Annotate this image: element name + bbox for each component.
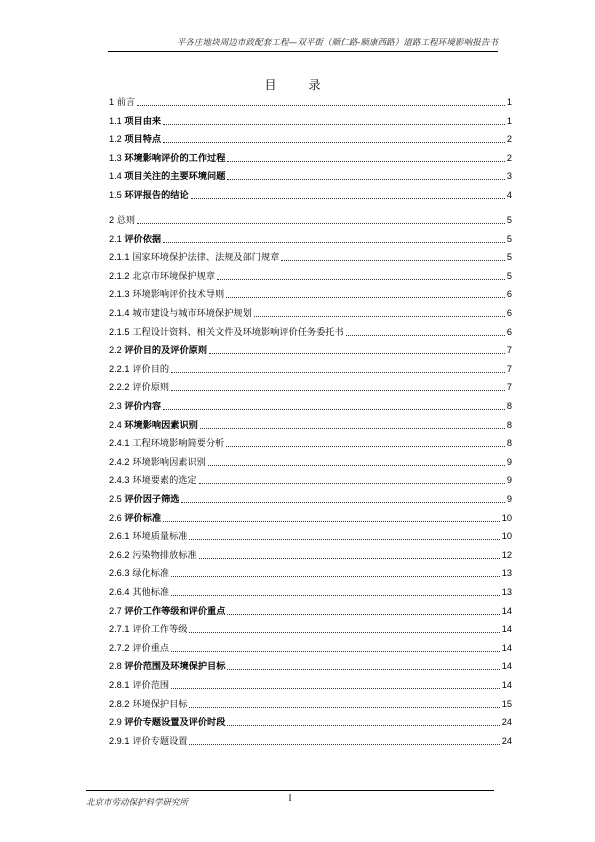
toc-entry-page: 2: [506, 134, 512, 145]
toc-entry[interactable]: [109, 474, 512, 487]
toc-entry-number: 1.3: [109, 152, 122, 163]
toc-leader-dots: [189, 706, 499, 708]
toc-entry-number: 2.8.1: [109, 680, 130, 690]
toc-entry-label: [109, 288, 224, 301]
toc-entry-text: 评价标准: [124, 512, 162, 523]
toc-entry-text: 工程设计资料、相关文件及环境影响评价任务委托书: [132, 326, 344, 338]
toc-entry-page: 10: [501, 531, 512, 542]
toc-leader-dots: [171, 389, 505, 391]
toc-entry-number: 2.1.3: [109, 289, 130, 300]
toc-entry-label: [109, 567, 169, 580]
toc-entry-number: 2.2: [109, 345, 122, 356]
toc-entry-text: 前言: [116, 97, 136, 107]
toc-entry-page: 14: [501, 680, 512, 690]
toc-entry-label: [109, 270, 215, 283]
toc-entry-page: 13: [501, 587, 512, 597]
toc-entry-page: 9: [506, 494, 512, 504]
toc-leader-dots: [346, 334, 505, 336]
toc-entry-number: 2.6: [109, 512, 122, 523]
toc-entry[interactable]: [109, 679, 512, 692]
toc-entry-number: 1.1: [109, 115, 122, 126]
toc-entry-number: 2.1.2: [109, 270, 130, 281]
toc-entry[interactable]: [109, 152, 512, 165]
toc-entry-page: 7: [506, 382, 512, 393]
toc-entry-label: [109, 437, 224, 450]
toc-entry-text: 环境影响因素识别: [132, 456, 206, 468]
toc-entry-text: 评价因子筛选: [124, 494, 180, 504]
toc-entry[interactable]: [109, 381, 512, 394]
toc-entry[interactable]: [109, 344, 512, 357]
toc-entry-page: 9: [506, 475, 512, 486]
toc-entry-label: [109, 530, 187, 543]
toc-entry-text: 环境质量标准: [132, 531, 188, 543]
toc-entry-page: 3: [506, 171, 512, 182]
toc-entry-page: 13: [501, 568, 512, 579]
toc-entry[interactable]: [109, 660, 512, 673]
toc-leader-dots: [171, 594, 500, 596]
footer-organization: 北京市劳动保护科学研究所: [86, 798, 189, 808]
toc-entry-label: [109, 363, 169, 376]
toc-entry[interactable]: [109, 642, 512, 655]
toc-entry-text: 评价目的及评价原则: [124, 345, 208, 356]
toc-entry-number: 2.6.3: [109, 568, 130, 579]
toc-leader-dots: [171, 575, 500, 577]
toc-entry[interactable]: [109, 698, 512, 711]
toc-entry[interactable]: [109, 549, 512, 562]
toc-entry[interactable]: [109, 586, 512, 599]
toc-entry-label: [109, 642, 169, 655]
toc-leader-dots: [137, 222, 505, 224]
toc-entry[interactable]: [109, 307, 512, 320]
toc-entry-page: 8: [506, 438, 512, 449]
toc-entry-label: [109, 400, 161, 413]
toc-leader-dots: [191, 197, 505, 199]
toc-entry-number: 2.1: [109, 233, 122, 244]
toc-entry-text: 评价范围: [132, 680, 170, 691]
toc-entry-label: [109, 96, 135, 109]
toc-entry-text: 其他标准: [132, 587, 170, 598]
toc-entry-number: 2.4.2: [109, 456, 130, 467]
toc-entry-page: 7: [506, 363, 512, 374]
toc-entry[interactable]: [109, 214, 512, 227]
toc-entry[interactable]: [109, 115, 512, 128]
toc-entry-label: [109, 698, 187, 711]
toc-entry-text: 评价依据: [124, 233, 162, 244]
toc-entry-label: [109, 512, 161, 525]
toc-entry-text: 评价原则: [132, 382, 170, 394]
toc-entry-text: 污染物排放标准: [132, 549, 197, 561]
toc-entry-number: 2.6.4: [109, 587, 130, 597]
toc-entry[interactable]: [109, 567, 512, 580]
toc-entry-text: 环境要素的选定: [132, 475, 197, 487]
toc-leader-dots: [189, 743, 499, 745]
toc-entry-number: 2.8: [109, 661, 122, 672]
toc-leader-dots: [189, 631, 499, 633]
toc-entry-number: 2.1.4: [109, 308, 130, 318]
toc-entry-text: 工程环境影响简要分析: [132, 438, 225, 450]
toc-entry[interactable]: [109, 716, 512, 729]
toc-entry-number: 2.9.1: [109, 735, 130, 746]
toc-entry-number: 2.4: [109, 419, 122, 430]
toc-entry-page: 24: [501, 717, 512, 728]
toc-entry-number: 1.4: [109, 171, 122, 182]
toc-entry-number: 1.5: [109, 190, 122, 200]
toc-leader-dots: [171, 650, 500, 652]
toc-entry[interactable]: [109, 270, 512, 283]
toc-entry-label: [109, 344, 207, 357]
toc-leader-dots: [226, 445, 505, 447]
toc-leader-dots: [199, 482, 505, 484]
toc-entry-page: 6: [506, 326, 512, 337]
toc-entry-text: 项目由来: [124, 115, 162, 126]
toc-entry-label: [109, 189, 189, 202]
toc-entry[interactable]: [109, 530, 512, 543]
toc-entry-page: 8: [506, 419, 512, 430]
toc-entry[interactable]: [109, 437, 512, 450]
toc-leader-dots: [226, 296, 505, 298]
toc-entry-number: 2: [109, 215, 115, 225]
toc-entry-number: 2.4.1: [109, 438, 130, 449]
toc-entry[interactable]: [109, 233, 512, 246]
toc-entry-text: 环境影响评价技术导则: [132, 289, 225, 301]
toc-entry-text: 评价范围及环境保护目标: [124, 661, 226, 672]
toc-entry-text: 环境影响因素识别: [124, 419, 198, 430]
toc-entry-page: 14: [501, 605, 512, 616]
toc-leader-dots: [189, 538, 499, 540]
toc-entry-text: 项目特点: [124, 134, 162, 145]
toc-entry[interactable]: [109, 133, 512, 146]
toc-entry-number: 2.5: [109, 494, 122, 504]
toc-entry-page: 5: [506, 215, 512, 225]
toc-entry[interactable]: [109, 735, 512, 748]
toc-entry-text: 评价目的: [132, 363, 170, 375]
toc-entry-text: 环境保护目标: [132, 698, 188, 710]
toc-entry-label: [109, 456, 206, 469]
toc-entry-number: 2.2.1: [109, 363, 130, 374]
toc-leader-dots: [254, 315, 505, 317]
toc-leader-dots: [227, 613, 499, 615]
toc-entry-page: 5: [506, 252, 512, 263]
toc-entry-page: 4: [506, 190, 512, 200]
toc-entry-label: [109, 716, 225, 729]
toc-entry-label: [109, 623, 187, 636]
toc-entry-text: 项目关注的主要环境问题: [124, 171, 226, 182]
toc-entry-label: [109, 381, 169, 394]
toc-entry-page: 7: [506, 345, 512, 356]
toc-entry[interactable]: [109, 419, 512, 432]
toc-entry-text: 评价专题设置: [132, 735, 188, 747]
toc-entry-page: 2: [506, 152, 512, 163]
toc-entry-label: [109, 735, 187, 748]
running-header: 平各庄地块周边市政配套工程—双平街（顺仁路-顺康西路）道路工程环境影响报告书: [176, 38, 498, 48]
toc-leader-dots: [163, 408, 505, 410]
toc-entry-page: 14: [501, 624, 512, 635]
toc-leader-dots: [163, 520, 500, 522]
toc-entry-page: 12: [501, 549, 512, 560]
toc-entry-label: [109, 474, 197, 487]
toc-entry-text: 评价内容: [124, 401, 162, 411]
toc-entry-page: 10: [501, 512, 512, 523]
toc-entry-number: 2.7.2: [109, 642, 130, 653]
toc-leader-dots: [137, 104, 505, 106]
toc-entry-page: 5: [506, 233, 512, 244]
toc-entry-text: 评价工作等级和评价重点: [124, 605, 226, 616]
toc-leader-dots: [200, 427, 505, 429]
toc-entry-text: 环境影响评价的工作过程: [124, 152, 226, 163]
toc-entry-text: 评价重点: [132, 642, 170, 654]
toc-entry-number: 1.2: [109, 134, 122, 145]
toc-entry-label: [109, 214, 135, 227]
toc-entry-text: 绿化标准: [132, 568, 170, 580]
toc-entry-label: [109, 170, 225, 183]
toc-entry-text: 北京市环境保护规章: [132, 270, 216, 282]
toc-entry-page: 14: [501, 661, 512, 672]
toc-entry-label: [109, 586, 169, 599]
toc-entry-text: 国家环境保护法律、法规及部门规章: [132, 252, 280, 264]
toc-entry-label: [109, 493, 179, 506]
toc-entry-label: [109, 605, 225, 618]
toc-entry[interactable]: [109, 623, 512, 636]
toc-entry-page: 24: [501, 735, 512, 746]
toc-entry-text: 环评报告的结论: [124, 190, 189, 200]
toc-entry[interactable]: [109, 288, 512, 301]
toc-leader-dots: [217, 278, 505, 280]
toc-leader-dots: [227, 668, 499, 670]
toc-entry[interactable]: [109, 251, 512, 264]
toc-entry-label: [109, 152, 225, 165]
toc-entry[interactable]: [109, 512, 512, 525]
toc-entry[interactable]: [109, 363, 512, 376]
toc-leader-dots: [199, 557, 500, 559]
toc-entry-number: 2.9: [109, 717, 122, 728]
toc-entry-label: [109, 133, 161, 146]
toc-entry-text: 评价专题设置及评价时段: [124, 717, 226, 728]
toc-entry-label: [109, 549, 197, 562]
toc-entry-page: 9: [506, 456, 512, 467]
toc-title: 目 录: [264, 78, 331, 92]
toc-leader-dots: [163, 141, 505, 143]
toc-entry-text: 总则: [116, 215, 136, 225]
toc-entry-page: 5: [506, 270, 512, 281]
toc-entry-label: [109, 115, 161, 128]
toc-leader-dots: [227, 160, 504, 162]
toc-entry-text: 城市建设与城市环境保护规划: [132, 308, 252, 319]
toc-leader-dots: [227, 178, 504, 180]
toc-entry-number: 2.8.2: [109, 698, 130, 709]
toc-entry-number: 2.1.1: [109, 252, 130, 263]
toc-entry-label: [109, 307, 252, 320]
toc-entry-label: [109, 251, 279, 264]
toc-leader-dots: [209, 352, 505, 354]
header-rule: [108, 51, 498, 52]
toc-entry-page: 6: [506, 289, 512, 300]
toc-entry-number: 2.2.2: [109, 382, 130, 393]
toc-entry[interactable]: [109, 189, 512, 202]
toc-entry-number: 1: [109, 97, 115, 107]
toc-leader-dots: [181, 501, 504, 503]
toc-entry-label: [109, 233, 161, 246]
toc-entry-label: [109, 660, 225, 673]
toc-leader-dots: [171, 687, 500, 689]
toc-entry-number: 2.4.3: [109, 475, 130, 486]
toc-leader-dots: [163, 123, 505, 125]
toc-entry-number: 2.1.5: [109, 326, 130, 337]
toc-entry-text: 评价工作等级: [132, 624, 188, 636]
toc-entry[interactable]: [109, 605, 512, 618]
toc-leader-dots: [208, 464, 505, 466]
toc-entry-number: 2.6.2: [109, 549, 130, 560]
toc-leader-dots: [281, 259, 505, 261]
toc-entry[interactable]: [109, 96, 512, 109]
toc-entry-number: 2.3: [109, 401, 122, 411]
toc-entry-label: [109, 679, 169, 692]
toc-entry-page: 1: [506, 97, 512, 107]
toc-entry-page: 1: [506, 115, 512, 126]
toc-entry[interactable]: [109, 493, 512, 506]
toc-entry-label: [109, 326, 344, 339]
toc-entry[interactable]: [109, 170, 512, 183]
toc-entry-page: 15: [501, 698, 512, 709]
footer-rule: [86, 790, 494, 791]
footer-page-number: I: [288, 793, 292, 803]
toc-entry-number: 2.6.1: [109, 531, 130, 542]
toc-entry-number: 2.7: [109, 605, 122, 616]
toc-leader-dots: [171, 371, 505, 373]
toc-leader-dots: [163, 241, 505, 243]
toc-leader-dots: [227, 724, 499, 726]
toc-entry-page: 8: [506, 401, 512, 411]
toc-entry[interactable]: [109, 456, 512, 469]
toc-entry-page: 14: [501, 642, 512, 653]
toc-entry-number: 2.7.1: [109, 624, 130, 635]
toc-entry-page: 6: [506, 308, 512, 318]
toc-entry-label: [109, 419, 198, 432]
toc-entry[interactable]: [109, 326, 512, 339]
toc-entry[interactable]: [109, 400, 512, 413]
